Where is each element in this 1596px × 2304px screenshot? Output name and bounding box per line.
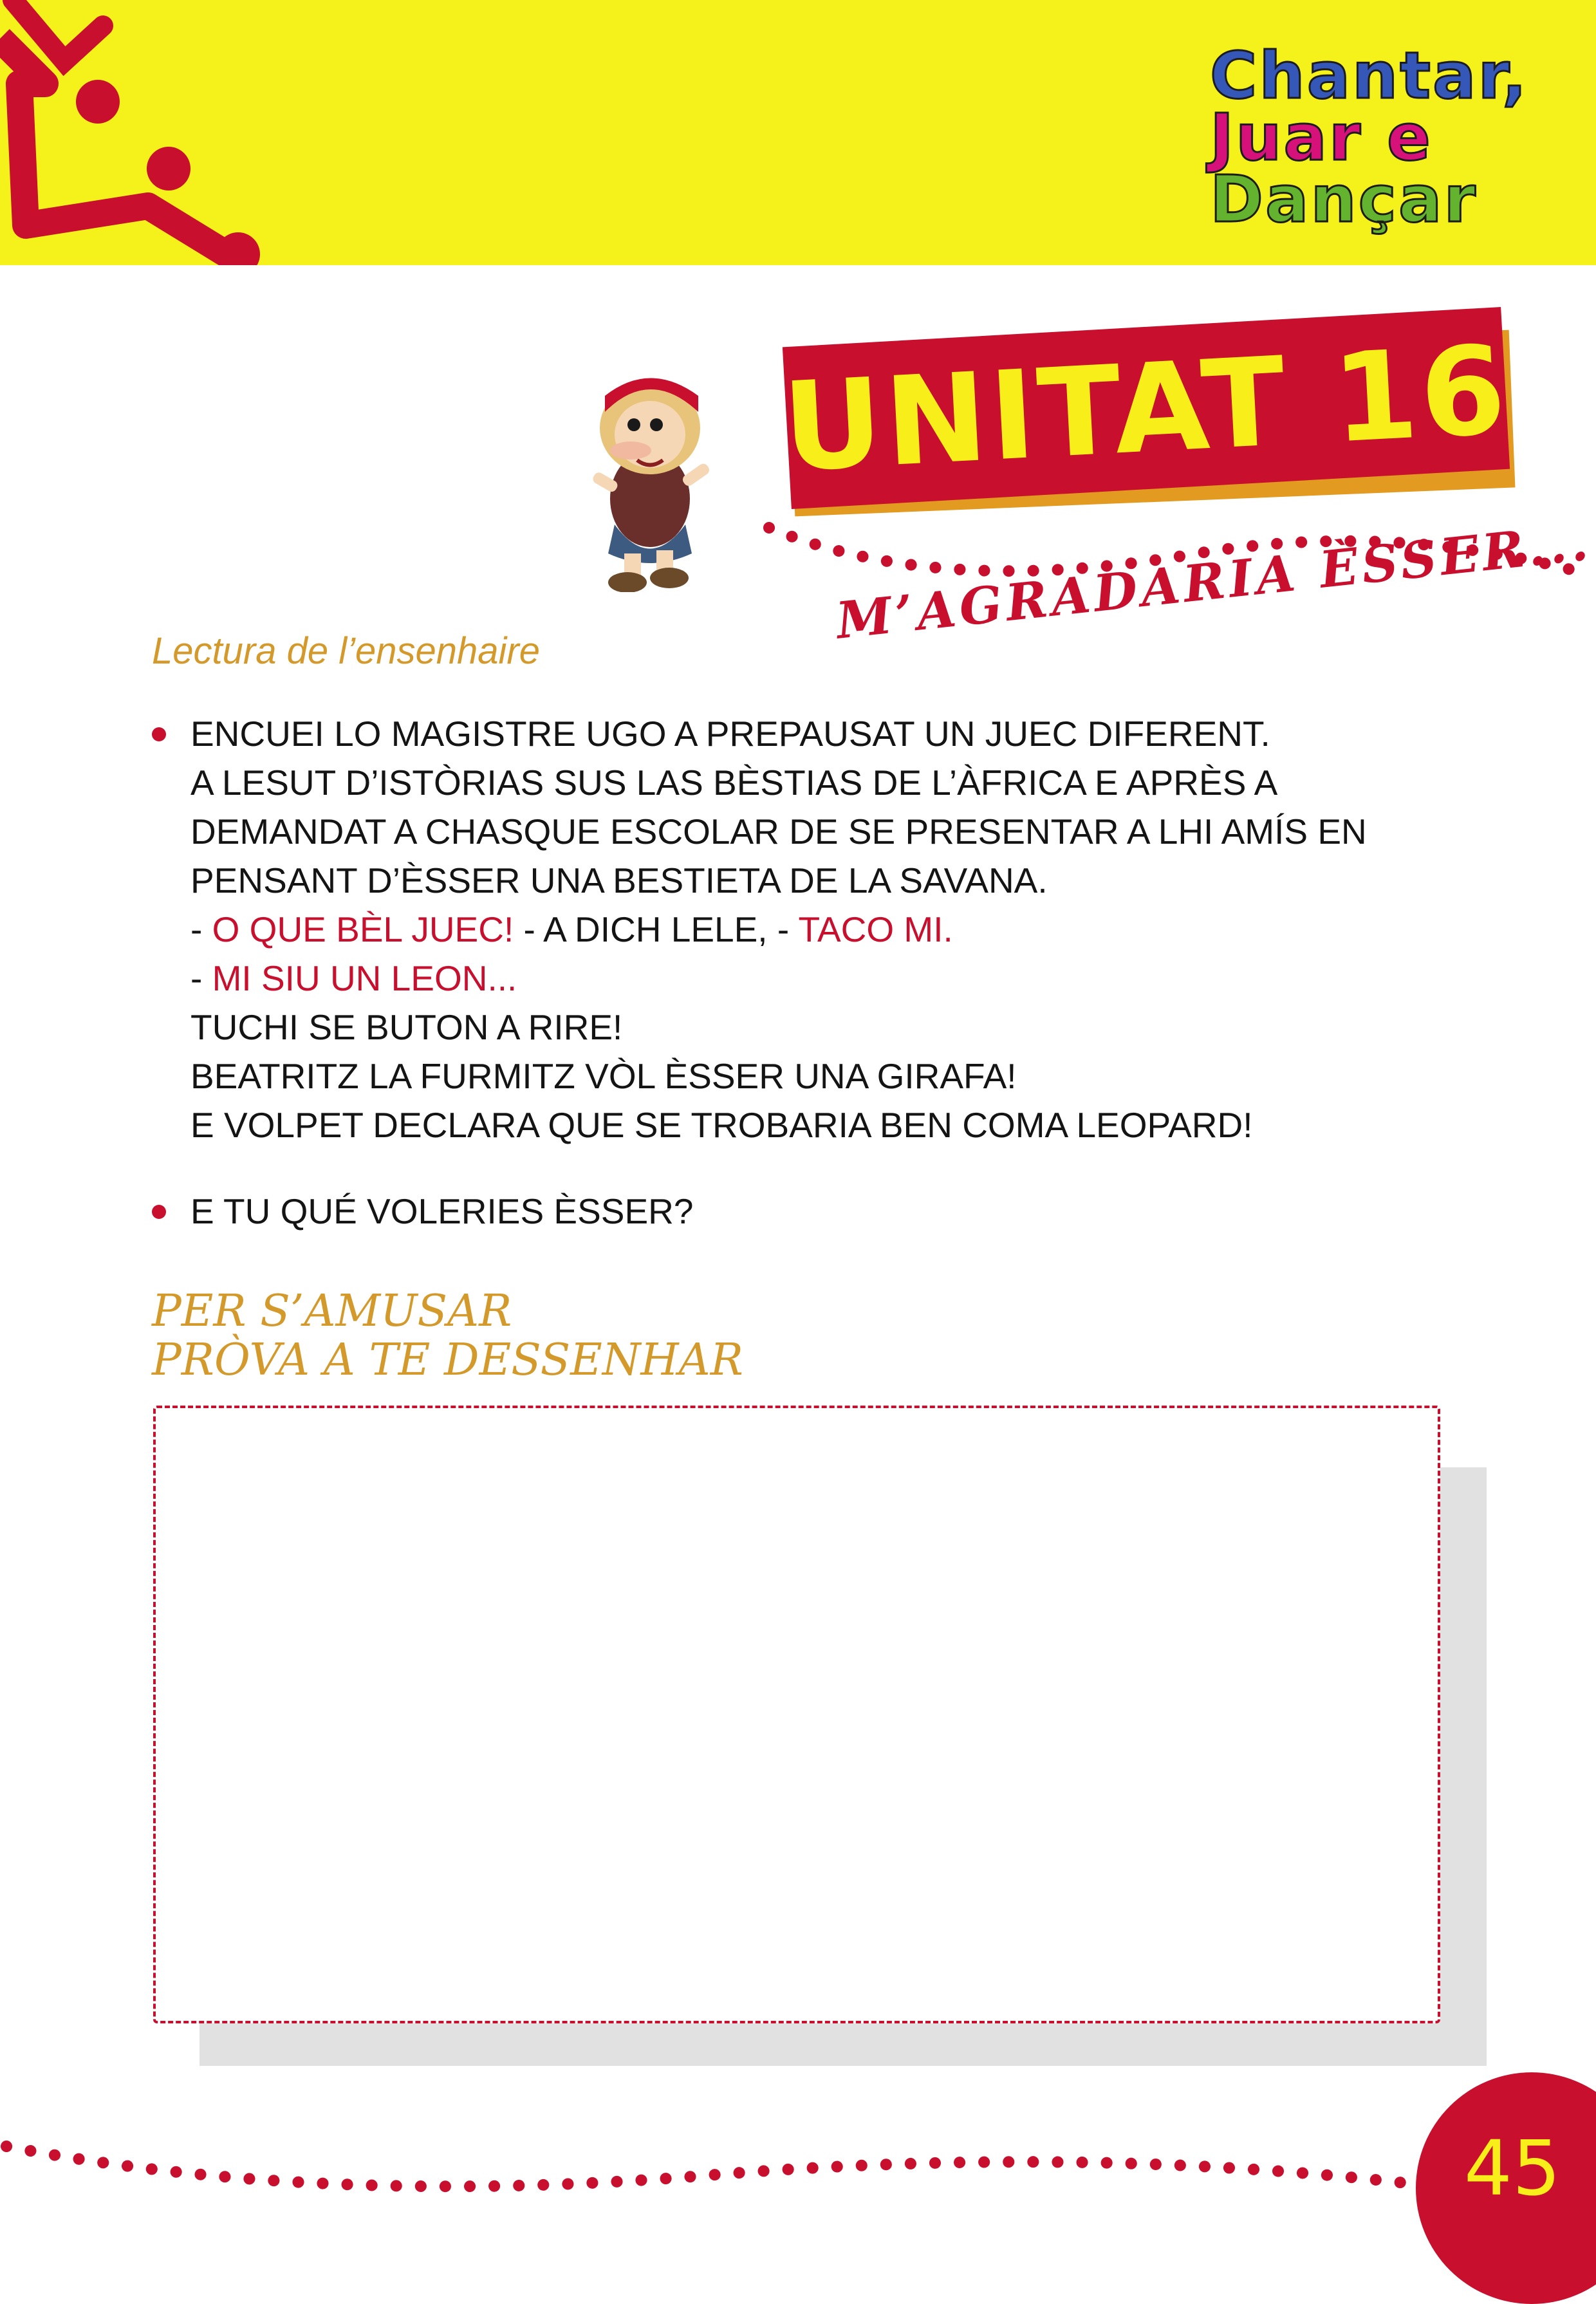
activity-heading [152, 1287, 743, 1385]
story-line: A LESUT D’ISTÒRIAS SUS LAS BÈSTIAS DE L’ÀFRICA E APRÈS A [190, 763, 1278, 803]
unit-subtitle: M’AGRADARIA ÈSSER... [833, 512, 1595, 651]
logo-line-3: Dançar [1210, 162, 1478, 237]
logo-line-1: Chantar, [1210, 38, 1529, 113]
story-line: DEMANDAT A CHASQUE ESCOLAR DE SE PRESENTAR A LHI AMÍS EN [190, 812, 1367, 851]
activity-heading-line-2: PRÒVA A TE DESSENHAR [152, 1335, 743, 1386]
mascot-girl-illustration [553, 360, 747, 592]
story-line: PENSANT D’ÈSSER UNA BESTIETA DE LA SAVANA. [190, 860, 1048, 900]
story-line: ENCUEI LO MAGISTRE UGO A PREPAUSAT UN JUEC DIFERENT. [190, 714, 1270, 754]
story-line: BEATRITZ LA FURMITZ VÒL ÈSSER UNA GIRAFA! [190, 1056, 1017, 1096]
unit-title-text: UNITAT 16 [779, 319, 1512, 499]
question-text: E TU QUÉ VOLERIES ÈSSER? [190, 1191, 694, 1231]
story-line [190, 905, 953, 954]
dialogue-text: MI SIU UN LEON... [212, 958, 517, 998]
exclamation-text: O QUE BÈL JUEC! [212, 909, 514, 949]
bullet-dot [152, 1205, 166, 1219]
dash: - [190, 909, 212, 949]
drawing-area[interactable] [153, 1406, 1440, 2023]
bullet-dot [152, 727, 166, 741]
teacher-reading-label: Lectura de l’ensenhaire [152, 630, 540, 672]
logo-line-2: Juar e [1210, 100, 1433, 175]
logo [1210, 38, 1545, 237]
page-number: 45 [1463, 2124, 1561, 2213]
activity-heading-line-1: PER S’AMUSAR [152, 1286, 512, 1337]
exclamation-text: TACO MI. [798, 909, 953, 949]
corner-decoration [0, 0, 270, 265]
story-line: TUCHI SE BUTON A RIRE! [190, 1007, 623, 1047]
story-line: E VOLPET DECLARA QUE SE TROBARIA BEN COMA LEOPARD! [190, 1105, 1253, 1145]
narration-text: - A DICH LELE, - [514, 909, 799, 949]
bottom-dotted-wave [0, 2117, 1454, 2207]
dash: - [190, 958, 212, 998]
story-line [190, 954, 517, 1003]
